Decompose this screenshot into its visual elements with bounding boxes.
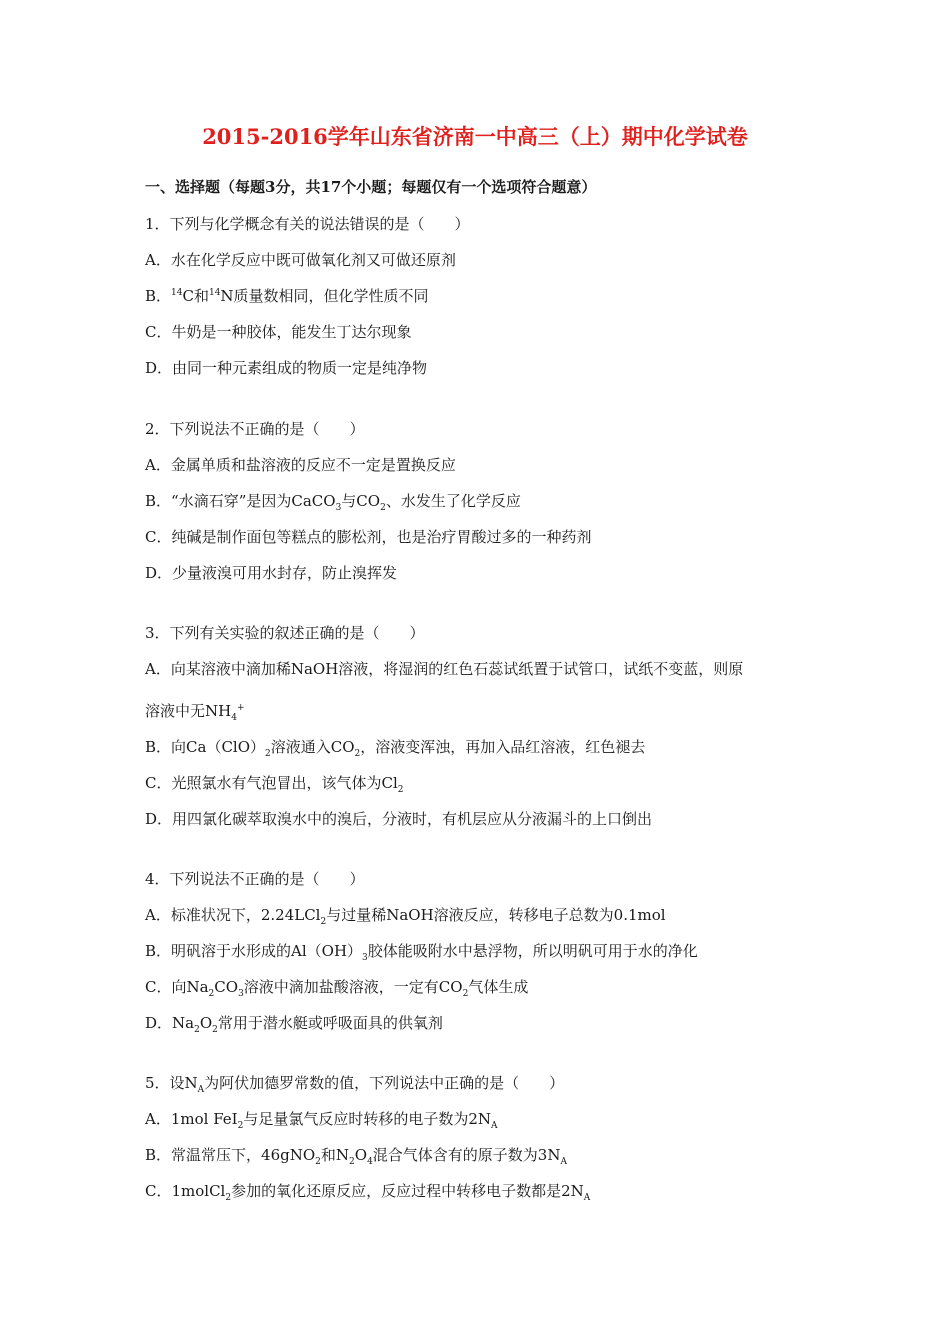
q1-stem: 1．下列与化学概念有关的说法错误的是（ ） (145, 215, 470, 233)
q3-option-b: B．向$Ca(ClO)_2$溶液通入$CO_2$，溶液变浑浊，再加入品红溶液，红色褪去 (145, 738, 646, 759)
q2-option-b: B．“水滴石穿”是因为CaCO$_3$与$CO_2$、水发生了化学反应 (145, 492, 521, 513)
q3-option-a-line2: 溶液中无$NH_4^+$ (145, 702, 245, 723)
q2-option-d: D．少量液溴可用水封存，防止溴挥发 (145, 564, 398, 582)
q3-option-d: D．用四氯化碳萃取溴水中的溴后，分液时，有机层应从分液漏斗的上口倒出 (145, 810, 653, 828)
q3-stem: 3．下列有关实验的叙述正确的是（ ） (145, 624, 425, 642)
q4-option-d: D．$Na_2O_2$常用于潜水艇或呼吸面具的供氧剂 (145, 1014, 443, 1035)
q1-option-a: A．水在化学反应中既可做氧化剂又可做还原剂 (145, 251, 456, 269)
q1-option-c: C．牛奶是一种胶体，能发生丁达尔现象 (145, 323, 412, 341)
q2-option-c: C．纯碱是制作面包等糕点的膨松剂，也是治疗胃酸过多的一种药剂 (145, 528, 592, 546)
q5-option-a: A．1mol FeI$_2$与足量氯气反应时转移的电子数为$2N_A$ (145, 1110, 498, 1131)
q3-option-a-line1: A．向某溶液中滴加稀NaOH溶液，将湿润的红色石蕊试纸置于试管口，试纸不变蓝，则原 (145, 660, 744, 678)
q4-option-a: A．标准状况下，2.24LCl$_2$与过量稀NaOH溶液反应，转移电子总数为0.1mol (145, 906, 666, 927)
section-heading: 一、选择题（每题3分，共17个小题；每题仅有一个选项符合题意） (145, 178, 597, 196)
q4-stem: 4．下列说法不正确的是（ ） (145, 870, 365, 888)
q1-option-d: D．由同一种元素组成的物质一定是纯净物 (145, 359, 428, 377)
q4-option-b: B．明矾溶于水形成的$Al(OH)_3$胶体能吸附水中悬浮物，所以明矾可用于水的净化 (145, 942, 698, 963)
q5-option-b: B．常温常压下，46gNO$_2$和$N_2O_4$混合气体含有的原子数为$3N_A$ (145, 1146, 567, 1167)
q4-option-c: C．向$Na_2CO_3$溶液中滴加盐酸溶液，一定有$CO_2$气体生成 (145, 978, 529, 999)
q2-option-a: A．金属单质和盐溶液的反应不一定是置换反应 (145, 456, 456, 474)
q3-option-c: C．光照氯水有气泡冒出，该气体为$Cl_2$ (145, 774, 404, 795)
exam-title: 2015-2016学年山东省济南一中高三（上）期中化学试卷 (202, 124, 748, 149)
q2-stem: 2．下列说法不正确的是（ ） (145, 420, 365, 438)
q5-option-c: C．1molCl$_2$参加的氧化还原反应，反应过程中转移电子数都是$2N_A$ (145, 1182, 591, 1203)
q5-stem: 5．设$N_A$为阿伏加德罗常数的值，下列说法中正确的是（ ） (145, 1074, 565, 1095)
q1-option-b: B．$^{14}$C和$^{14}$N质量数相同，但化学性质不同 (145, 287, 429, 305)
